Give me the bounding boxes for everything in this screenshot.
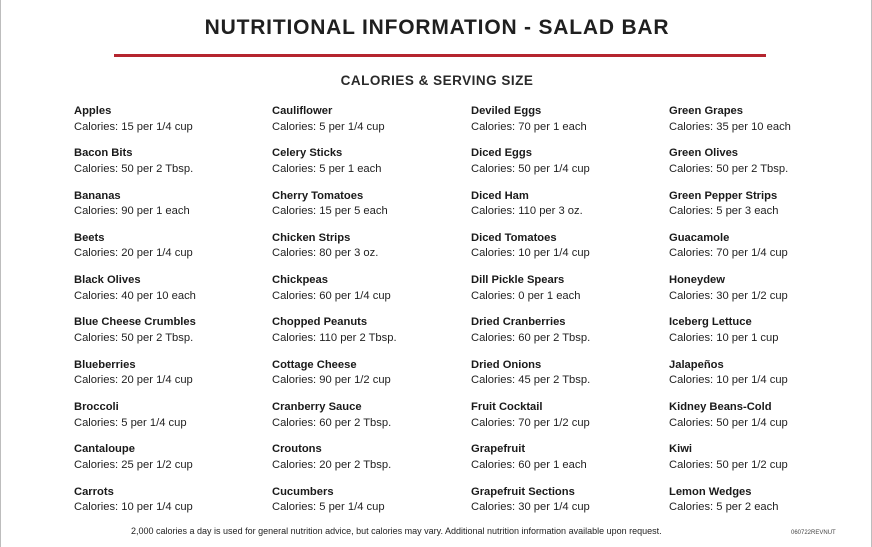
calorie-serving: Calories: 50 per 2 Tbsp. xyxy=(74,331,194,344)
food-name: Dill Pickle Spears xyxy=(471,274,565,287)
food-name: Kidney Beans-Cold xyxy=(669,401,772,414)
food-name: Broccoli xyxy=(74,401,119,414)
calorie-serving: Calories: 20 per 1/4 cup xyxy=(74,247,193,260)
food-name: Chicken Strips xyxy=(272,231,351,244)
calorie-serving: Calories: 40 per 10 each xyxy=(74,289,196,302)
food-item xyxy=(272,485,471,527)
food-name: Blueberries xyxy=(74,358,136,371)
food-name: Blue Cheese Crumbles xyxy=(74,316,196,329)
food-name: Croutons xyxy=(272,443,322,456)
food-item xyxy=(74,442,272,484)
food-item xyxy=(669,189,849,231)
calorie-serving: Calories: 5 per 3 each xyxy=(669,205,779,218)
food-item xyxy=(74,189,272,231)
food-name: Dried Cranberries xyxy=(471,316,566,329)
food-name: Diced Tomatoes xyxy=(471,231,557,244)
title-divider xyxy=(114,54,766,57)
food-name: Guacamole xyxy=(669,231,730,244)
calorie-serving: Calories: 70 per 1/4 cup xyxy=(669,247,788,260)
calorie-serving: Calories: 80 per 3 oz. xyxy=(272,247,379,260)
food-name: Black Olives xyxy=(74,274,141,287)
food-item xyxy=(471,442,669,484)
calorie-serving: Calories: 50 per 2 Tbsp. xyxy=(74,162,194,175)
food-item xyxy=(272,400,471,442)
food-name: Jalapeños xyxy=(669,358,724,371)
calorie-serving: Calories: 10 per 1/4 cup xyxy=(471,247,590,260)
food-item xyxy=(669,400,849,442)
food-item xyxy=(471,358,669,400)
page-title: NUTRITIONAL INFORMATION - SALAD BAR xyxy=(204,16,670,39)
document-code: 060722REVNUT xyxy=(791,530,836,536)
food-item xyxy=(471,485,669,527)
calorie-serving: Calories: 10 per 1 cup xyxy=(669,331,779,344)
section-subtitle: CALORIES & SERVING SIZE xyxy=(340,73,534,88)
calorie-serving: Calories: 35 per 10 each xyxy=(669,120,791,133)
calorie-serving: Calories: 10 per 1/4 cup xyxy=(669,374,788,387)
nutrition-grid xyxy=(74,104,849,527)
food-name: Carrots xyxy=(74,485,114,498)
food-item xyxy=(74,273,272,315)
food-item xyxy=(74,146,272,188)
food-item xyxy=(669,231,849,273)
calorie-serving: Calories: 90 per 1 each xyxy=(74,205,190,218)
calorie-serving: Calories: 5 per 2 each xyxy=(669,501,779,514)
calorie-serving: Calories: 70 per 1 each xyxy=(471,120,587,133)
food-name: Deviled Eggs xyxy=(471,105,542,117)
food-name: Green Olives xyxy=(669,147,739,160)
food-item xyxy=(669,146,849,188)
calorie-serving: Calories: 70 per 1/2 cup xyxy=(471,416,590,429)
calorie-serving: Calories: 5 per 1/4 cup xyxy=(74,416,187,429)
calorie-serving: Calories: 30 per 1/4 cup xyxy=(471,501,590,514)
calorie-serving: Calories: 20 per 2 Tbsp. xyxy=(272,458,392,471)
food-item xyxy=(669,273,849,315)
calorie-serving: Calories: 60 per 1 each xyxy=(471,458,587,471)
food-item xyxy=(669,315,849,357)
food-item xyxy=(272,442,471,484)
food-item xyxy=(74,485,272,527)
food-name: Chopped Peanuts xyxy=(272,316,368,329)
calorie-serving: Calories: 60 per 2 Tbsp. xyxy=(272,416,392,429)
food-name: Green Grapes xyxy=(669,105,743,117)
food-item xyxy=(471,400,669,442)
food-name: Cherry Tomatoes xyxy=(272,189,364,202)
calorie-serving: Calories: 50 per 1/4 cup xyxy=(471,162,590,175)
calorie-serving: Calories: 50 per 1/2 cup xyxy=(669,458,788,471)
calorie-serving: Calories: 20 per 1/4 cup xyxy=(74,374,193,387)
food-name: Honeydew xyxy=(669,274,725,287)
calorie-serving: Calories: 25 per 1/2 cup xyxy=(74,458,193,471)
food-item xyxy=(74,104,272,146)
food-item xyxy=(272,231,471,273)
calorie-serving: Calories: 90 per 1/2 cup xyxy=(272,374,391,387)
food-name: Dried Onions xyxy=(471,358,542,371)
food-name: Grapefruit Sections xyxy=(471,485,575,498)
calorie-serving: Calories: 110 per 3 oz. xyxy=(471,205,583,218)
food-name: Bananas xyxy=(74,189,121,202)
food-name: Grapefruit xyxy=(471,443,526,456)
calorie-serving: Calories: 50 per 1/4 cup xyxy=(669,416,788,429)
calorie-serving: Calories: 5 per 1/4 cup xyxy=(272,501,385,514)
food-name: Celery Sticks xyxy=(272,147,343,160)
calorie-serving: Calories: 50 per 2 Tbsp. xyxy=(669,162,789,175)
calorie-serving: Calories: 15 per 5 each xyxy=(272,205,388,218)
food-name: Bacon Bits xyxy=(74,147,133,160)
calorie-serving: Calories: 15 per 1/4 cup xyxy=(74,120,193,133)
food-item xyxy=(74,315,272,357)
food-name: Cantaloupe xyxy=(74,443,135,456)
food-item xyxy=(272,189,471,231)
food-item xyxy=(471,104,669,146)
food-item xyxy=(471,231,669,273)
calorie-serving: Calories: 10 per 1/4 cup xyxy=(74,501,193,514)
food-item xyxy=(272,315,471,357)
food-name: Beets xyxy=(74,231,105,244)
food-name: Lemon Wedges xyxy=(669,485,752,498)
food-item xyxy=(74,358,272,400)
food-item xyxy=(471,315,669,357)
food-name: Chickpeas xyxy=(272,274,328,287)
food-item xyxy=(471,146,669,188)
calorie-serving: Calories: 60 per 1/4 cup xyxy=(272,289,391,302)
food-name: Apples xyxy=(74,105,112,117)
food-item xyxy=(471,273,669,315)
food-item xyxy=(272,358,471,400)
calorie-serving: Calories: 0 per 1 each xyxy=(471,289,581,302)
food-item xyxy=(669,104,849,146)
food-name: Diced Eggs xyxy=(471,147,532,160)
food-name: Cauliflower xyxy=(272,105,333,117)
food-item xyxy=(272,146,471,188)
calorie-serving: Calories: 45 per 2 Tbsp. xyxy=(471,374,591,387)
food-item xyxy=(74,231,272,273)
food-item xyxy=(669,485,849,527)
food-item xyxy=(272,273,471,315)
food-name: Iceberg Lettuce xyxy=(669,316,752,329)
food-name: Cranberry Sauce xyxy=(272,401,362,414)
food-item xyxy=(272,104,471,146)
calorie-serving: Calories: 110 per 2 Tbsp. xyxy=(272,331,397,344)
food-item xyxy=(669,358,849,400)
calorie-serving: Calories: 5 per 1 each xyxy=(272,162,382,175)
food-item xyxy=(471,189,669,231)
food-name: Diced Ham xyxy=(471,189,529,202)
food-name: Cottage Cheese xyxy=(272,358,357,371)
food-name: Fruit Cocktail xyxy=(471,401,543,414)
footer-note: 2,000 calories a day is used for general nutrition advice, but calories may vary. Additional nutrition information available upon request. xyxy=(131,526,662,536)
calorie-serving: Calories: 5 per 1/4 cup xyxy=(272,120,385,133)
food-item xyxy=(74,400,272,442)
calorie-serving: Calories: 60 per 2 Tbsp. xyxy=(471,331,591,344)
food-name: Kiwi xyxy=(669,443,692,456)
calorie-serving: Calories: 30 per 1/2 cup xyxy=(669,289,788,302)
food-name: Green Pepper Strips xyxy=(669,189,778,202)
food-name: Cucumbers xyxy=(272,485,334,498)
food-item xyxy=(669,442,849,484)
